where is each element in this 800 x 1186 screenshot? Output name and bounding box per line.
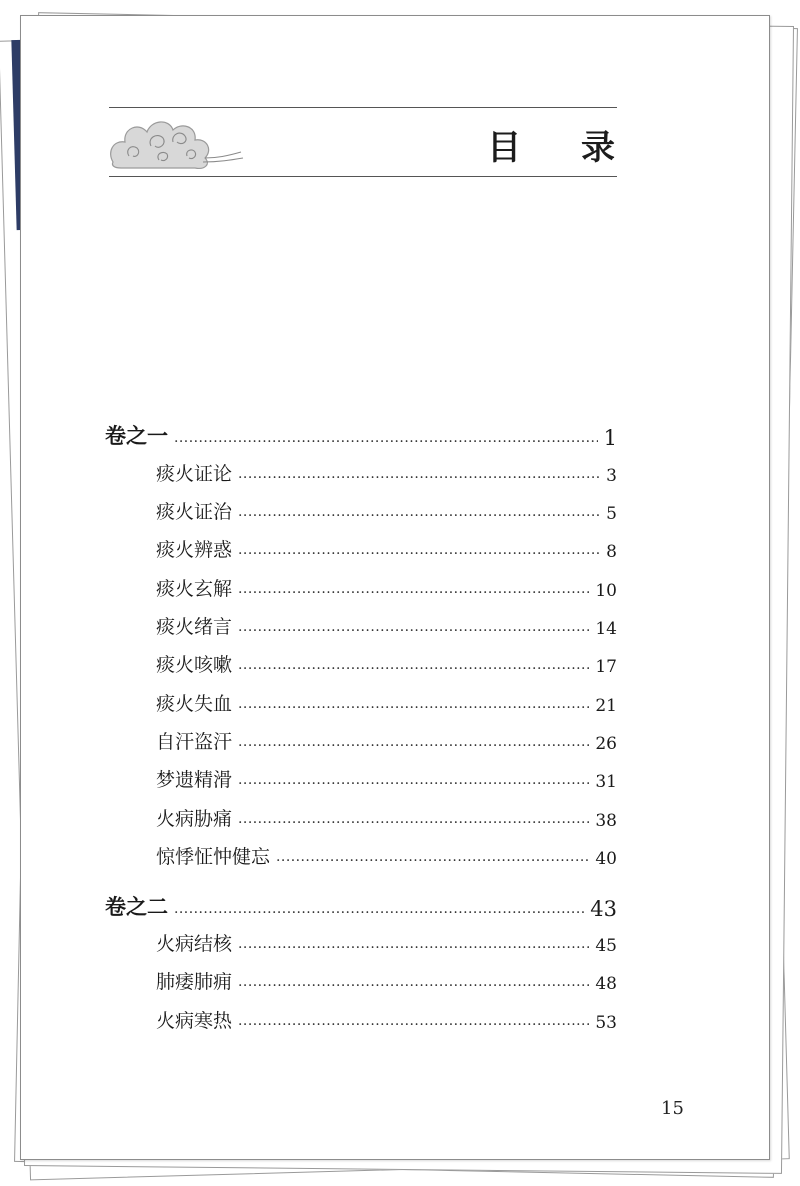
header-rule [109, 176, 617, 177]
toc-entry-title: 痰火咳嗽 [156, 654, 233, 676]
toc-dot-leader [238, 769, 589, 792]
toc-entry-title: 痰火辨惑 [156, 539, 233, 561]
toc-entry-page: 40 [595, 849, 617, 869]
toc-dot-leader [238, 1010, 589, 1033]
toc-entry-title: 痰火失血 [156, 693, 233, 715]
toc-dot-leader [238, 463, 600, 486]
toc-dot-leader [238, 501, 600, 524]
toc-entry-page: 43 [590, 897, 617, 921]
toc-entry[interactable] [105, 574, 617, 601]
toc-dot-leader [238, 578, 589, 601]
toc-entry-title: 梦遗精滑 [156, 769, 233, 791]
toc-entry-title: 火病寒热 [156, 1010, 233, 1032]
toc-entry-page: 5 [606, 504, 617, 524]
toc-entry[interactable] [105, 535, 617, 562]
toc-entry[interactable] [105, 689, 617, 716]
toc-entry-page: 3 [606, 466, 617, 486]
toc-entry-title: 自汗盗汗 [156, 731, 233, 753]
cloud-ornament-icon [107, 112, 247, 170]
toc-entry-page: 48 [595, 974, 617, 994]
toc-dot-leader [238, 616, 589, 639]
toc-entry[interactable] [105, 459, 617, 486]
toc-entry[interactable] [105, 929, 617, 956]
toc-entry[interactable] [105, 804, 617, 831]
toc-dot-leader [238, 971, 589, 994]
toc-entry-page: 21 [595, 696, 617, 716]
book-page [20, 15, 770, 1160]
toc-entry-page: 53 [595, 1013, 617, 1033]
toc-entry-title: 痰火证治 [156, 501, 233, 523]
header-rule [109, 107, 617, 108]
toc-entry[interactable] [105, 967, 617, 994]
toc-entry-title: 卷之一 [105, 423, 168, 448]
toc-entry-title: 痰火证论 [156, 463, 233, 485]
toc-dot-leader [238, 731, 589, 754]
toc-dot-leader [238, 539, 600, 562]
toc-entry-title: 火病胁痛 [156, 808, 233, 830]
toc-entry-page: 8 [606, 542, 617, 562]
toc-entry-page: 38 [595, 811, 617, 831]
toc-entry[interactable] [105, 1006, 617, 1033]
toc-entry-title: 惊悸怔忡健忘 [156, 846, 271, 868]
page-title: 目 录 [487, 128, 639, 168]
toc-dot-leader [238, 693, 589, 716]
toc-entry[interactable] [105, 765, 617, 792]
toc-entry-title: 肺痿肺痈 [156, 971, 233, 993]
toc-entry-title: 痰火玄解 [156, 578, 233, 600]
toc-dot-leader [238, 808, 589, 831]
toc-dot-leader [238, 933, 589, 956]
toc-entry-page: 26 [595, 734, 617, 754]
toc-entry-page: 10 [595, 581, 617, 601]
toc-dot-leader [174, 425, 598, 450]
toc-entry[interactable] [105, 727, 617, 754]
toc-entry-page: 1 [603, 426, 617, 450]
toc-dot-leader [238, 654, 589, 677]
toc-entry-page: 45 [595, 936, 617, 956]
toc-volume-entry[interactable] [105, 420, 617, 450]
toc-entry[interactable] [105, 842, 617, 869]
toc-entry-page: 31 [595, 772, 617, 792]
toc-entry[interactable] [105, 612, 617, 639]
toc-entry-title: 卷之二 [105, 894, 168, 919]
page-number: 15 [661, 1098, 684, 1119]
toc-dot-leader [276, 846, 589, 869]
toc-entry-page: 14 [595, 619, 617, 639]
toc-dot-leader [174, 896, 584, 921]
toc-entry-page: 17 [595, 657, 617, 677]
toc-entry-title: 火病结核 [156, 933, 233, 955]
toc-entry[interactable] [105, 497, 617, 524]
toc-volume-entry[interactable] [105, 891, 617, 921]
toc-entry-title: 痰火绪言 [156, 616, 233, 638]
toc-entry[interactable] [105, 650, 617, 677]
